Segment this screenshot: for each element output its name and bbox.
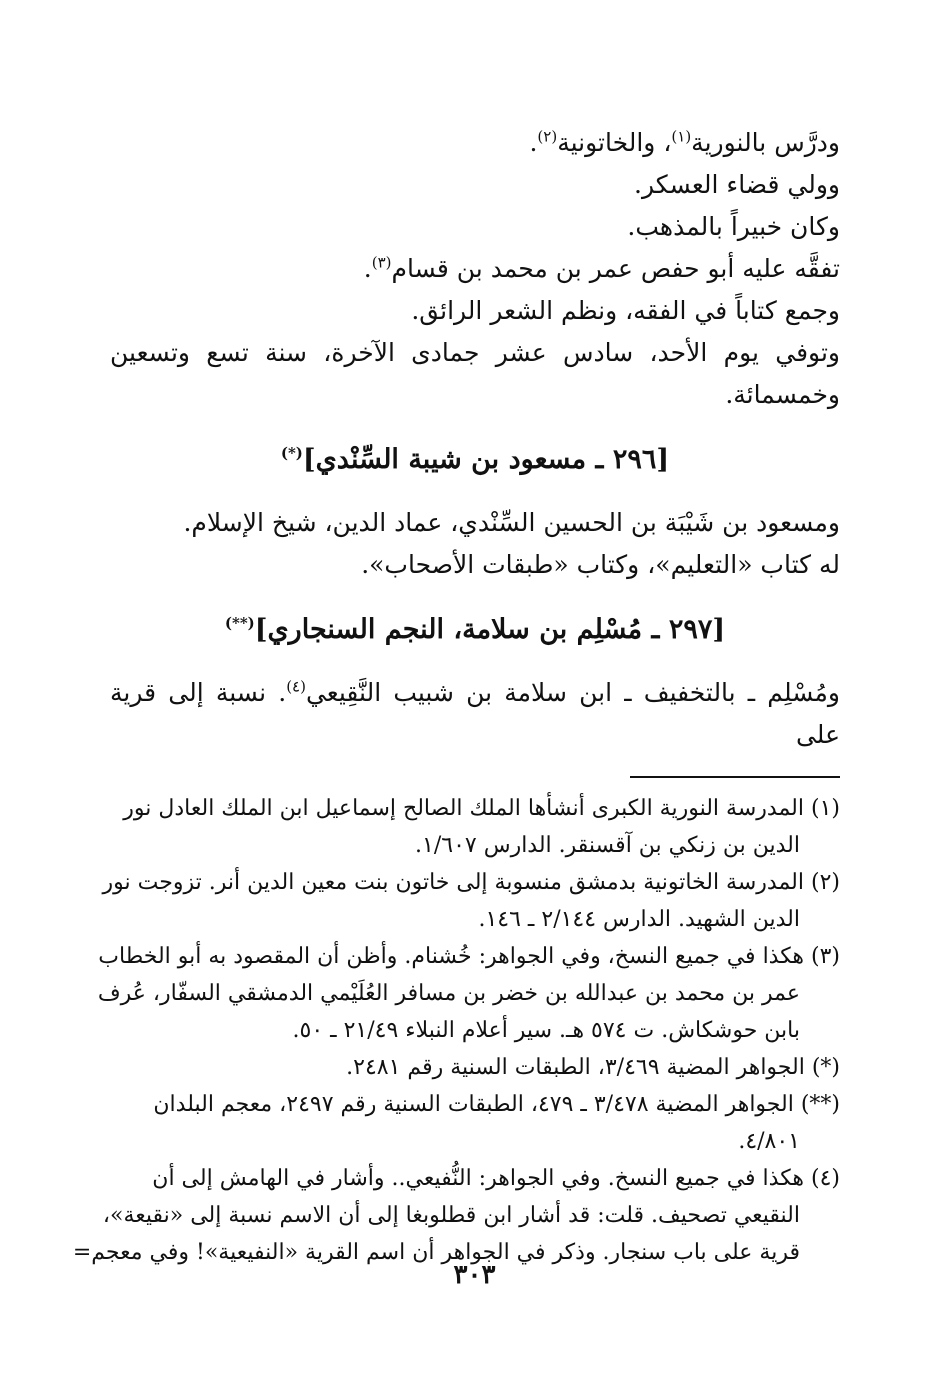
footnote-ref: (٢)	[537, 127, 558, 146]
footnotes	[72, 790, 840, 1271]
footnote	[110, 1049, 840, 1086]
footnote-number: (**)	[800, 1092, 840, 1117]
footnote-line: قرية على باب سنجار. وذكر في الجواهر أن اسم القرية «النفيعية»! وفي معجم=	[72, 1240, 800, 1265]
text-line: له كتاب «التعليم»، وكتاب «طبقات الأصحاب».	[361, 550, 840, 579]
text-line	[110, 672, 840, 756]
page-number: ٣٠٣	[453, 1260, 496, 1290]
footnote-ref: (*)	[280, 444, 303, 462]
footnote	[102, 864, 840, 938]
footnote-line: الجواهر المضية ٣/٤٧٨ ـ ٤٧٩، الطبقات السنية رقم ٢٤٩٧، معجم البلدان	[153, 1092, 794, 1117]
footnote-line: ٤/٨٠١.	[738, 1129, 800, 1154]
heading-text: [٢٩٦ ـ مسعود بن شيبة السِّنْدي]	[302, 444, 670, 475]
entry-heading-296	[110, 438, 840, 482]
footnote-separator	[630, 776, 840, 778]
footnote-line: هكذا في جميع النسخ، وفي الجواهر: خُشنام. وأظن أن المقصود به أبو الخطاب	[98, 944, 804, 969]
footnote	[72, 1160, 840, 1271]
footnote-line: الدين بن زنكي بن آقسنقر. الدارس ١/٦٠٧.	[415, 833, 800, 858]
text-line	[110, 248, 840, 290]
heading-text: [٢٩٧ ـ مُسْلِم بن سلامة، النجم السنجاري]	[254, 614, 726, 645]
footnote-number: (١)	[810, 796, 840, 821]
footnote-number: (٣)	[810, 944, 840, 969]
footnote	[110, 790, 840, 864]
text-line: وتوفي يوم الأحد، سادس عشر جمادى الآخرة، سنة تسع وتسعين	[110, 338, 840, 367]
text: ومُسْلِم ـ بالتخفيف ـ ابن سلامة بن شبيب النَّقِيعي	[305, 678, 840, 707]
footnote-line: المدرسة النورية الكبرى أنشأها الملك الصالح إسماعيل ابن الملك العادل نور	[123, 796, 804, 821]
text-line: وكان خبيراً بالمذهب.	[627, 212, 840, 241]
text-line: وولي قضاء العسكر.	[634, 170, 840, 199]
footnote-line: هكذا في جميع النسخ. وفي الجواهر: النُّفيعي.. وأشار في الهامش إلى أن	[152, 1166, 804, 1191]
footnote-line: الجواهر المضية ٣/٤٦٩، الطبقات السنية رقم ٢٤٨١.	[346, 1055, 805, 1080]
footnote-ref: (٣)	[371, 253, 392, 272]
text-line	[110, 122, 840, 164]
footnote-line: الدين الشهيد. الدارس ٢/١٤٤ ـ ١٤٦.	[478, 907, 800, 932]
footnote	[110, 1086, 840, 1160]
text: ودرَّس بالنورية	[691, 128, 840, 157]
text: ، والخاتونية	[557, 128, 672, 157]
page-body	[72, 122, 840, 1271]
text: تفقَّه عليه أبو حفص عمر بن محمد بن قسام	[391, 254, 840, 283]
footnote-number: (٤)	[810, 1166, 840, 1191]
footnote-number: (*)	[811, 1055, 840, 1080]
text-line: وجمع كتاباً في الفقه، ونظم الشعر الرائق.	[411, 296, 840, 325]
footnote-line: بابن حوشكاش. ت ٥٧٤ هـ. سير أعلام النبلاء ٢١/٤٩ ـ ٥٠.	[292, 1018, 800, 1043]
footnote-ref: (٤)	[286, 677, 306, 696]
text: . نسبة إلى قرية على	[110, 678, 840, 749]
footnote-line: عمر بن محمد بن عبدالله بن خضر بن مسافر العُلَيْمي الدمشقي السفّار، عُرف	[97, 981, 800, 1006]
text-line: ومسعود بن شَيْبَة بن الحسين السِّنْدي، عماد الدين، شيخ الإسلام.	[183, 508, 840, 537]
footnote-ref: (**)	[224, 614, 255, 632]
footnote	[97, 938, 840, 1049]
footnote-ref: (١)	[671, 127, 692, 146]
text-line: وخمسمائة.	[725, 380, 840, 409]
text: .	[529, 128, 538, 157]
footnote-line: النقيعي تصحيف. قلت: قد أشار ابن قطلوبغا إلى أن الاسم نسبة إلى «نقيعة»،	[102, 1203, 800, 1228]
entry-heading-297	[110, 608, 840, 652]
footnote-number: (٢)	[810, 870, 840, 895]
text: .	[363, 254, 372, 283]
footnote-line: المدرسة الخاتونية بدمشق منسوبة إلى خاتون بنت معين الدين أنر. تزوجت نور	[102, 870, 804, 895]
